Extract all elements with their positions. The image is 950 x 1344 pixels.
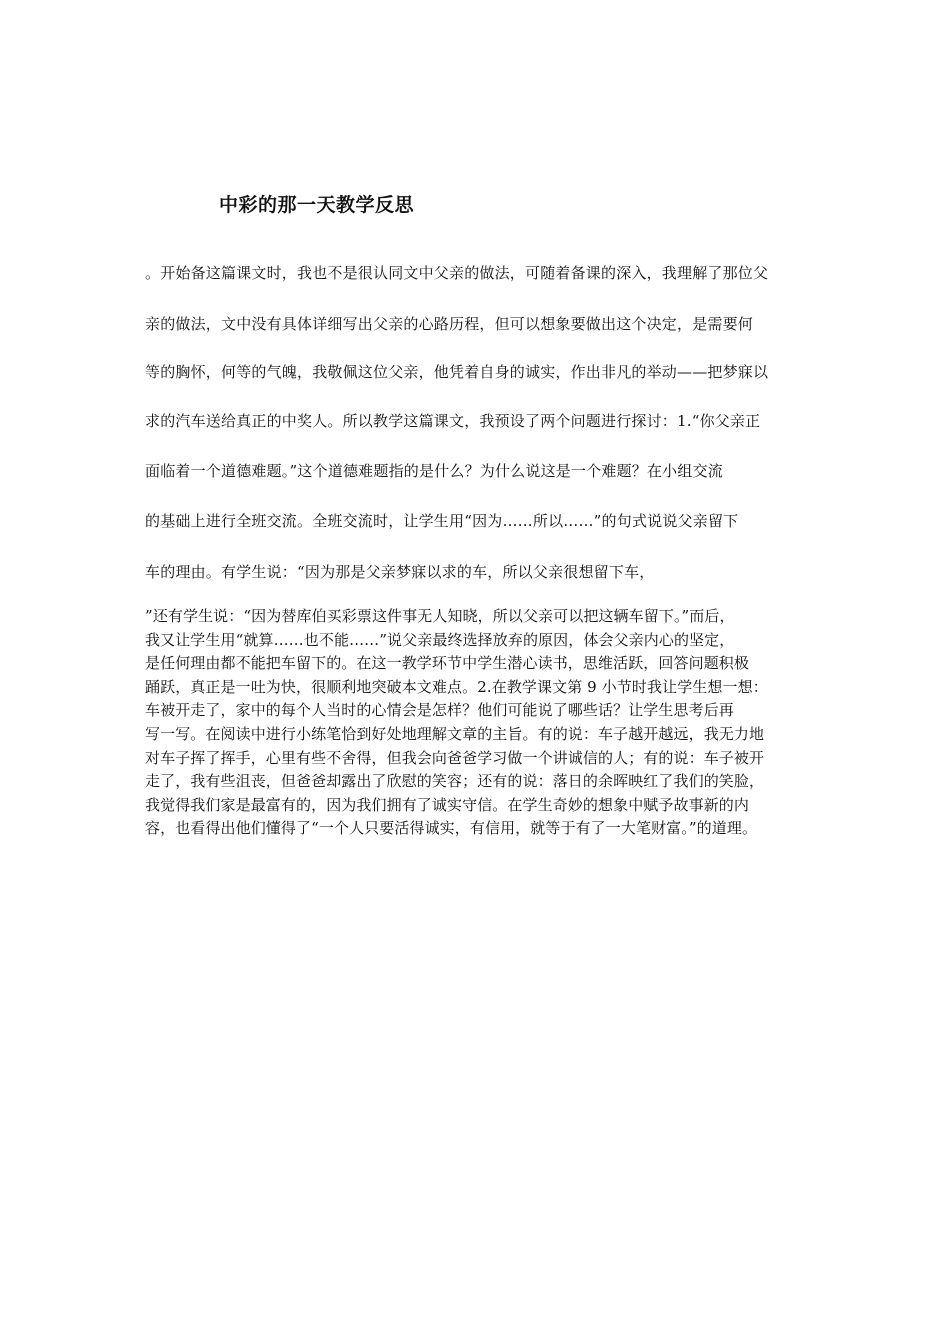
paragraph-line: 的基础上进行全班交流。全班交流时，让学生用“因为……所以……”的句式说说父亲留下 <box>145 512 739 530</box>
paragraph-line: ”还有学生说：“因为替库伯买彩票这件事无人知晓，所以父亲可以把这辆车留下。”而后， <box>145 607 735 625</box>
paragraph-line: 我又让学生用“就算……也不能……”说父亲最终选择放弃的原因，体会父亲内心的坚定， <box>145 630 735 649</box>
paragraph-line: 容，也看得出他们懂得了“一个人只要活得诚实，有信用，就等于有了一大笔财富。”的道理。 <box>145 819 758 838</box>
paragraph-line: 走了，我有些沮丧，但爸爸却露出了欣慰的笑容；还有的说：落日的余晖映红了我们的笑脸， <box>145 772 765 791</box>
paragraph-line: 面临着一个道德难题。”这个道德难题指的是什么？为什么说这是一个难题？在小组交流 <box>145 462 723 480</box>
paragraph-line: 亲的做法，文中没有具体详细写出父亲的心路历程，但可以想象要做出这个决定，是需要何 <box>145 315 754 333</box>
paragraph-line: 车的理由。有学生说：“因为那是父亲梦寐以求的车，所以父亲很想留下车， <box>145 563 655 581</box>
paragraph-block <box>145 605 825 841</box>
paragraph-line: 是任何理由都不能把车留下的。在这一教学环节中学生潜心读书，思维活跃，回答问题积极 <box>145 654 750 673</box>
document-title: 中彩的那一天教学反思 <box>219 194 415 216</box>
paragraph-line: 等的胸怀，何等的气魄，我敬佩这位父亲，他凭着自身的诚实，作出非凡的举动——把梦寐以 <box>145 363 769 381</box>
paragraph-line: 踊跃，真正是一吐为快，很顺利地突破本文难点。2.在教学课文第 9 小节时我让学生想一想： <box>145 677 768 696</box>
paragraph-line: 求的汽车送给真正的中奖人。所以教学这篇课文，我预设了两个问题进行探讨：1.“你父亲正 <box>145 412 761 430</box>
paragraph-line: 。开始备这篇课文时，我也不是很认同文中父亲的做法，可随着备课的深入，我理解了那位父 <box>145 264 769 282</box>
paragraph-line: 写一写。在阅读中进行小练笔恰到好处地理解文章的主旨。有的说：车子越开越远，我无力地 <box>145 724 765 743</box>
paragraph-line: 车被开走了，家中的每个人当时的心情会是怎样？他们可能说了哪些话？让学生思考后再 <box>145 701 734 720</box>
paragraph-line: 我觉得我们家是最富有的，因为我们拥有了诚实守信。在学生奇妙的想象中赋予故事新的内 <box>145 795 750 814</box>
paragraph-line: 对车子挥了挥手，心里有些不舍得，但我会向爸爸学习做一个讲诚信的人；有的说：车子被开 <box>145 748 765 767</box>
